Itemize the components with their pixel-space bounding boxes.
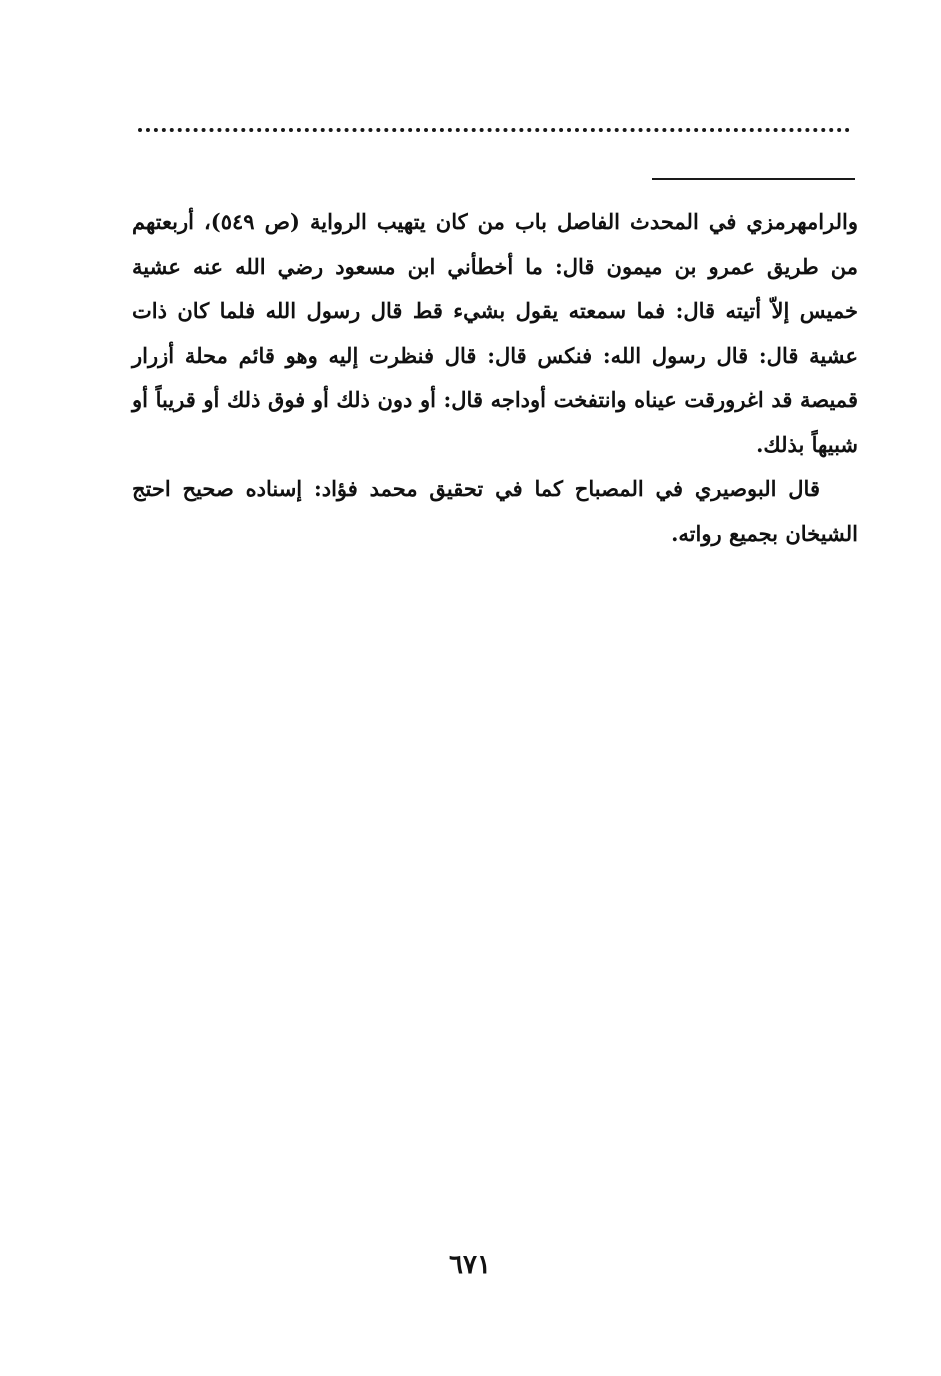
footnote-paragraph-1: والرامهرمزي في المحدث الفاصل باب من كان يتهيب الرواية (ص ٥٤٩)، أربعتهم من طريق عمرو بن ميمون قال: ما أخطأني ابن مسعود رضي الله عنه عشية خميس إلاّ أتيته قال: فما سمعته يقول بشيء قط قال رسول الله فلما كان ذات عشية قال: قال رسول الله: فنكس قال: قال فنظرت إليه وهو قائم محلة أزرار قميصة قد اغرورقت عيناه وانتفخت أوداجه قال: أو دون ذلك أو فوق ذلك أو قريباً أو شبيهاً بذلك.	[132, 209, 859, 457]
page-number: ٦٧١	[449, 1250, 491, 1280]
footnote-body	[132, 200, 858, 556]
footnote-rule	[652, 178, 855, 180]
dotted-separator	[138, 128, 850, 132]
footnote-paragraph-2: قال البوصيري في المصباح كما في تحقيق محمد فؤاد: إسناده صحيح احتج الشيخان بجميع رواته.	[132, 476, 858, 546]
